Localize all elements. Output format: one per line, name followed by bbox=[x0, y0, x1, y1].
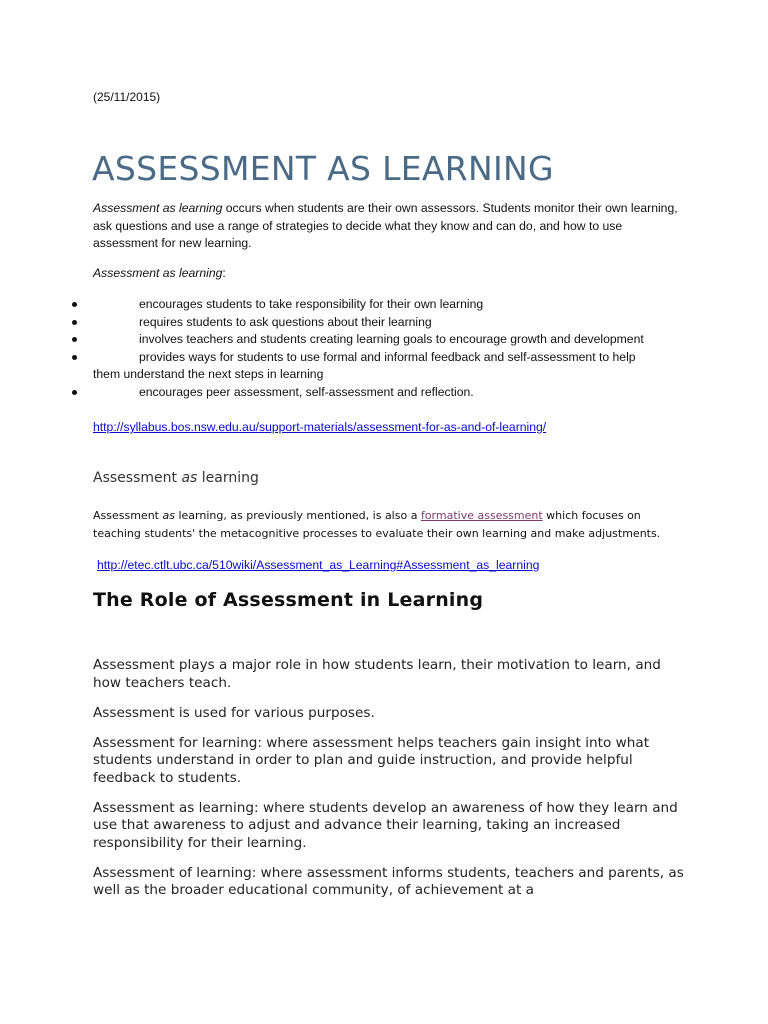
document-date: (25/11/2015) bbox=[93, 90, 161, 104]
list-item bbox=[0, 296, 700, 314]
body-paragraph: Assessment is used for various purposes. bbox=[93, 704, 375, 721]
list-item bbox=[0, 349, 700, 384]
intro-italic-lead: Assessment as learning bbox=[93, 201, 223, 215]
para2-part3: which focuses on teaching students' the metacognitive processes to evaluate their own learning and make adjustments. bbox=[93, 509, 661, 540]
para2-part2: learning, as previously mentioned, is also a bbox=[174, 509, 421, 522]
intro-text: occurs when students are their own assessors. Students monitor their own learning, ask questions and use a range of strategies to decide what they know and can do, and how to use assessment for new learning. bbox=[93, 201, 678, 250]
body-paragraphs bbox=[93, 657, 693, 912]
page-title: ASSESSMENT AS LEARNING bbox=[92, 149, 554, 188]
list-item-text: encourages students to take responsibility for their own learning bbox=[139, 297, 484, 311]
etec-wiki-link[interactable]: http://etec.ctlt.ubc.ca/510wiki/Assessment_as_Learning#Assessment_as_learning bbox=[97, 558, 540, 572]
body-paragraph: Assessment for learning: where assessment helps teachers gain insight into what students understand in order to plan and guide instruction, and provide helpful feedback to students. bbox=[93, 734, 650, 786]
list-item bbox=[0, 314, 700, 332]
list-item-continuation: them understand the next steps in learning bbox=[93, 367, 324, 381]
list-label bbox=[93, 266, 226, 280]
list-label-colon: : bbox=[222, 266, 226, 280]
bullet-dot-icon bbox=[72, 320, 77, 325]
list-item-text: requires students to ask questions about their learning bbox=[139, 314, 432, 329]
body-paragraph: Assessment as learning: where students develop an awareness of how they learn and use that awareness to adjust and advance their learning, taking an increased responsibility for their learning. bbox=[93, 799, 678, 851]
subheading-part2: learning bbox=[197, 470, 259, 486]
role-heading: The Role of Assessment in Learning bbox=[93, 589, 484, 611]
bullet-dot-icon bbox=[72, 355, 77, 360]
bullet-list-container bbox=[0, 296, 700, 401]
bullet-dot-icon bbox=[72, 302, 77, 307]
para2-part1: Assessment bbox=[93, 509, 163, 522]
subheading-italic: as bbox=[181, 470, 198, 486]
formative-assessment-link[interactable]: formative assessment bbox=[420, 509, 543, 522]
list-label-italic: Assessment as learning bbox=[93, 266, 223, 280]
body-paragraph: Assessment plays a major role in how students learn, their motivation to learn, and how teachers teach. bbox=[93, 657, 661, 691]
list-item-text: provides ways for students to use formal and informal feedback and self-assessment to help bbox=[139, 349, 636, 364]
intro-paragraph bbox=[93, 200, 683, 253]
para2-italic: as bbox=[162, 509, 175, 522]
list-item bbox=[0, 331, 700, 349]
body-paragraph: Assessment of learning: where assessment informs students, teachers and parents, as well as the broader educational community, of achievement at a bbox=[93, 864, 684, 898]
list-item-text: involves teachers and students creating learning goals to encourage growth and development bbox=[139, 332, 644, 346]
formative-paragraph bbox=[93, 507, 683, 543]
bullet-dot-icon bbox=[72, 390, 77, 395]
syllabus-link[interactable]: http://syllabus.bos.nsw.edu.au/support-materials/assessment-for-as-and-of-learning/ bbox=[93, 420, 547, 434]
bullet-list bbox=[0, 296, 700, 401]
list-item-text: encourages peer assessment, self-assessment and reflection. bbox=[139, 384, 474, 399]
bullet-dot-icon bbox=[72, 337, 77, 342]
list-item bbox=[0, 384, 700, 402]
subheading-part1: Assessment bbox=[93, 470, 182, 486]
section-subheading bbox=[93, 470, 259, 486]
